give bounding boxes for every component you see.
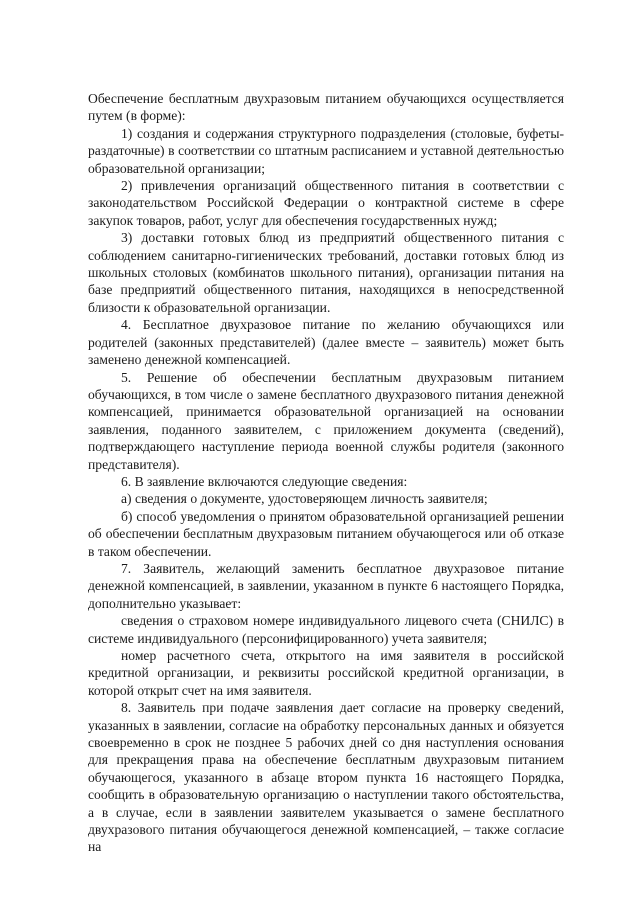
paragraph-point-7-account: номер расчетного счета, открытого на имя заявителя в российской кредитной организации, и реквизиты российской кредитной организации, в которой открыт счет на имя заявителя. — [88, 648, 564, 698]
paragraph-point-5: 5. Решение об обеспечении бесплатным двухразовым питанием обучающихся, в том числе о замене бесплатного двухразового питания денежной компенсацией, принимается образовательной организацией на основании заявления, поданного заявителем, с приложением документа (сведений), подтверждающего наступление периода военной службы родителя (законного представителя). — [88, 369, 564, 472]
paragraph-point-8: 8. Заявитель при подаче заявления дает согласие на проверку сведений, указанных в заявлении, согласие на обработку персональных данных и обязуется своевременно в срок не позднее 5 рабочих дней со дня наступления основания для прекращения права на обеспечение бесплатным двухразовым питанием обучающегося, указанного в абзаце втором пункта 16 настоящего Порядка, сообщить в образовательную организацию о наступлении такого обстоятельства, а в случае, если в заявлении заявителем указывается о замене бесплатного двухразового питания обучающегося денежной компенсацией, – также согласие на — [88, 700, 564, 855]
paragraph-point-4: 4. Бесплатное двухразовое питание по желанию обучающихся или родителей (законных представителей) (далее вместе – заявитель) может быть заменено денежной компенсацией. — [88, 317, 564, 368]
paragraph-item-1: 1) создания и содержания структурного подразделения (столовые, буфеты-раздаточные) в соответствии со штатным расписанием и уставной деятельностью образовательной организации; — [88, 125, 564, 176]
paragraph-point-6: 6. В заявление включаются следующие сведения: — [121, 473, 408, 489]
paragraph-point-7-snils: сведения о страховом номере индивидуального лицевого счета (СНИЛС) в системе индивидуального (персонифицированного) учета заявителя; — [88, 613, 564, 646]
paragraph-point-6b: б) способ уведомления о принятом образовательной организацией решении об обеспечении бесплатным двухразовым питанием обучающегося или об отказе в таком обеспечении. — [88, 508, 564, 559]
document-body — [88, 90, 564, 856]
paragraph-intro: Обеспечение бесплатным двухразовым питанием обучающихся осуществляется путем (в форме): — [88, 91, 564, 124]
paragraph-point-6a: а) сведения о документе, удостоверяющем личность заявителя; — [121, 491, 488, 507]
paragraph-point-7: 7. Заявитель, желающий заменить бесплатное двухразовое питание денежной компенсацией, в заявлении, указанном в пункте 6 настоящего Порядка, дополнительно указывает: — [88, 560, 564, 611]
paragraph-item-3: 3) доставки готовых блюд из предприятий общественного питания с соблюдением санитарно-гигиенических требований, доставки готовых блюд из школьных столовых (комбинатов школьного питания), организации питания на базе предприятий общественного питания, находящихся в непосредственной близости к образовательной организации. — [88, 230, 564, 315]
paragraph-item-2: 2) привлечения организаций общественного питания в соответствии с законодательством Российской Федерации о контрактной системе в сфере закупок товаров, работ, услуг для обеспечения государственных нужд; — [88, 178, 564, 228]
